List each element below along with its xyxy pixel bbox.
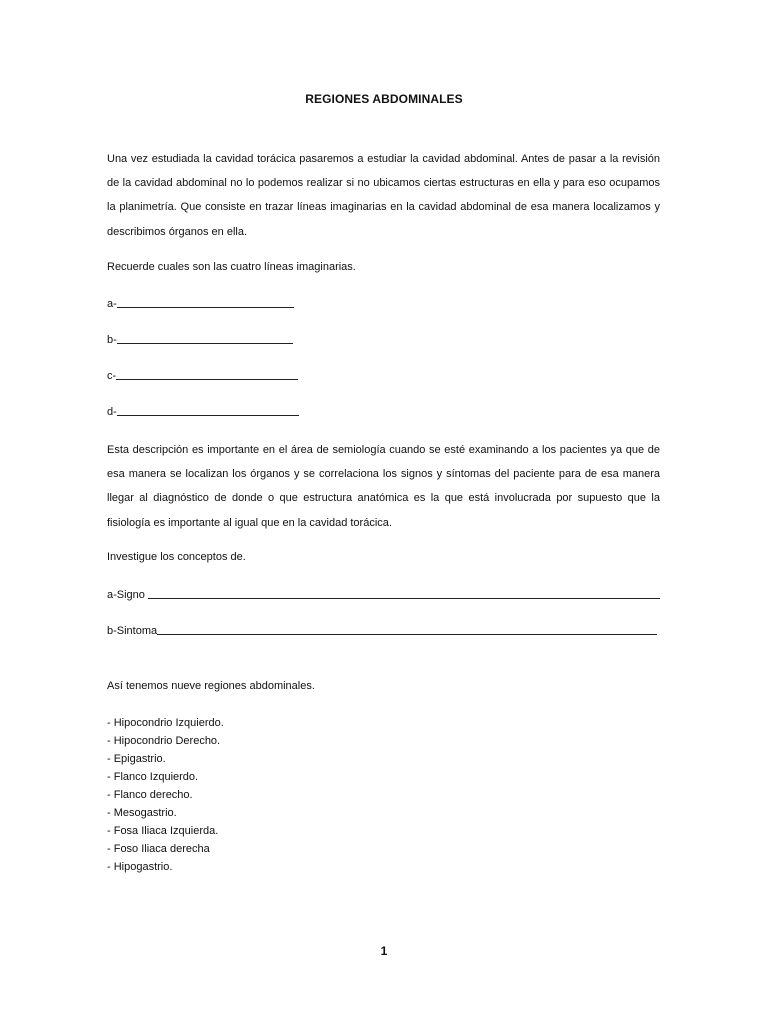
regions-intro: Así tenemos nueve regiones abdominales. bbox=[107, 680, 315, 692]
concept-item-signo bbox=[107, 588, 660, 601]
answer-blank[interactable] bbox=[117, 405, 299, 416]
line-item-a bbox=[107, 297, 294, 310]
answer-blank[interactable] bbox=[117, 333, 293, 344]
answer-blank[interactable] bbox=[157, 624, 657, 635]
list-item: - Hipocondrio Derecho. bbox=[107, 735, 221, 747]
line-item-d bbox=[107, 405, 299, 418]
list-item: - Mesogastrio. bbox=[107, 807, 177, 819]
answer-blank[interactable] bbox=[148, 588, 660, 599]
concept-item-label: b-Sintoma bbox=[107, 625, 158, 637]
answer-blank[interactable] bbox=[116, 369, 298, 380]
answer-blank[interactable] bbox=[117, 297, 294, 308]
list-item: - Flanco derecho. bbox=[107, 789, 193, 801]
page-number: 1 bbox=[380, 944, 388, 958]
line-item-label: a- bbox=[107, 298, 117, 310]
lines-prompt: Recuerde cuales son las cuatro líneas imaginarias. bbox=[107, 261, 356, 273]
list-item: - Foso Iliaca derecha bbox=[107, 843, 210, 855]
line-item-label: c- bbox=[107, 370, 117, 382]
line-item-c bbox=[107, 369, 298, 382]
semiology-paragraph: Esta descripción es importante en el área de semiología cuando se esté examinando a los pacientes ya que de esa manera se localizan los órganos y se correlaciona los signos y síntomas del paciente para de esa manera llegar al diagnóstico de donde o que estructura anatómica es la que está involucrada por supuesto que la fisiología es importante al igual que en la cavidad torácica. bbox=[107, 444, 660, 529]
concepts-prompt: Investigue los conceptos de. bbox=[107, 551, 246, 563]
list-item: - Flanco Izquierdo. bbox=[107, 771, 199, 783]
list-item: - Hipocondrio Izquierdo. bbox=[107, 717, 224, 729]
document-title: REGIONES ABDOMINALES bbox=[305, 92, 463, 106]
line-item-label: d- bbox=[107, 406, 117, 418]
intro-paragraph: Una vez estudiada la cavidad torácica pasaremos a estudiar la cavidad abdominal. Antes de pasar a la revisión de la cavidad abdominal no lo podemos realizar si no ubicamos ciertas estructuras en ella y para eso ocupamos la planimetría. Que consiste en trazar líneas imaginarias en la cavidad abdominal de esa manera localizamos y describimos órganos en ella. bbox=[107, 153, 660, 238]
regions-list bbox=[107, 714, 224, 876]
list-item: - Hipogastrio. bbox=[107, 861, 173, 873]
concept-item-sintoma bbox=[107, 624, 657, 637]
line-item-label: b- bbox=[107, 334, 117, 346]
list-item: - Epigastrio. bbox=[107, 753, 166, 765]
list-item: - Fosa Iliaca Izquierda. bbox=[107, 825, 219, 837]
concept-item-label: a-Signo bbox=[107, 589, 148, 601]
line-item-b bbox=[107, 333, 293, 346]
